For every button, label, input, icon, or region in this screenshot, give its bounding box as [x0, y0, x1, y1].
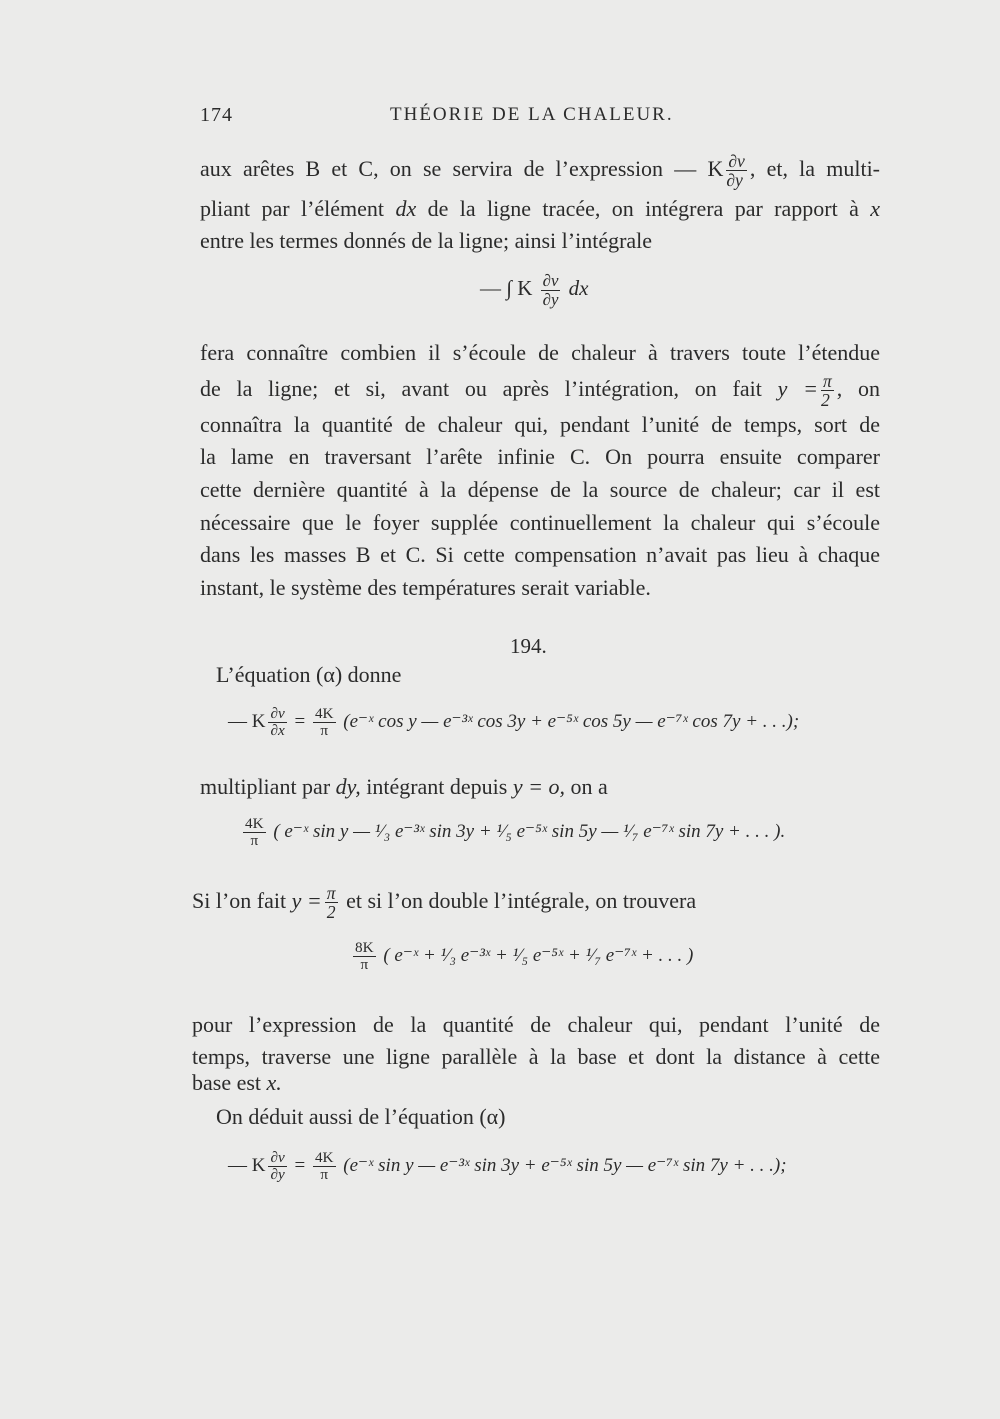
- denominator: ∂y: [542, 289, 559, 309]
- text-span: on a: [570, 774, 608, 799]
- fraction: [353, 940, 376, 973]
- math-span: — K: [228, 1154, 266, 1176]
- equation-4: [228, 1150, 787, 1183]
- text-span: , et, la multi-: [749, 156, 881, 182]
- math-span: ( e⁻ˣ sin y — ¹⁄₃ e⁻³ˣ sin 3y + ¹⁄₅ e⁻⁵ˣ sin 5y — ¹⁄₇ e⁻⁷ˣ sin 7y + . . . ).: [273, 820, 786, 842]
- text-span: pliant par l’élément: [200, 196, 385, 221]
- text-line: On déduit aussi de l’équation (α): [216, 1104, 506, 1129]
- text-line: nécessaire que le foyer supplée continuellement la chaleur qui s’écoule: [200, 510, 880, 535]
- math-span: y = o,: [512, 774, 565, 799]
- fraction: [726, 152, 747, 190]
- denominator: π: [250, 831, 259, 849]
- numerator: 8K: [355, 939, 374, 956]
- equation-integral: [480, 272, 589, 308]
- math-span: x.: [266, 1070, 282, 1095]
- math-span: ( e⁻ˣ + ¹⁄₃ e⁻³ˣ + ¹⁄₅ e⁻⁵ˣ + ¹⁄₇ e⁻⁷ˣ + . . . ): [383, 944, 694, 966]
- math-span: =: [294, 1154, 306, 1176]
- text-span: intégrant depuis: [366, 774, 508, 799]
- text-line: dans les masses B et C. Si cette compensation n’avait pas lieu à chaque: [200, 542, 880, 567]
- text-line: pour l’expression de la quantité de chaleur qui, pendant l’unité de: [192, 1012, 880, 1037]
- equation-3: [350, 940, 693, 973]
- text-line: instant, le système des températures serait variable.: [200, 575, 651, 600]
- text-line: entre les termes donnés de la ligne; ainsi l’intégrale: [200, 228, 653, 253]
- numerator: ∂v: [728, 151, 745, 171]
- denominator: π: [360, 955, 369, 973]
- fraction: [821, 372, 834, 410]
- numerator: π: [822, 371, 832, 391]
- text-line: L’équation (α) donne: [216, 662, 402, 687]
- math-span: =: [294, 710, 306, 732]
- fraction: [243, 816, 266, 849]
- denominator: ∂x: [270, 721, 285, 739]
- text-line: connaîtra la quantité de chaleur qui, pendant l’unité de temps, sort de: [200, 412, 880, 437]
- numerator: 4K: [314, 1149, 334, 1166]
- text-line: fera connaître combien il s’écoule de chaleur à travers toute l’étendue: [200, 340, 880, 365]
- denominator: π: [320, 721, 329, 739]
- text-span: aux arêtes B et C, on se servira de l’expression: [200, 156, 664, 182]
- math-span: — K: [674, 156, 724, 182]
- page-header: [200, 104, 880, 134]
- text-span: de la ligne; et si, avant ou après l’intégration, on fait: [200, 376, 762, 402]
- numerator: ∂v: [270, 1149, 285, 1166]
- text-line: cette dernière quantité à la dépense de la source de chaleur; car il est: [200, 477, 880, 502]
- text-span: Si l’on fait: [192, 888, 287, 914]
- page-number: 174: [200, 104, 233, 126]
- text-line: [192, 1068, 872, 1098]
- math-span: x: [870, 196, 881, 221]
- text-line: [192, 884, 872, 922]
- denominator: 2: [326, 902, 336, 923]
- fraction: [541, 272, 561, 308]
- math-span: y =: [291, 888, 322, 914]
- numerator: ∂v: [270, 705, 285, 722]
- numerator: 4K: [314, 705, 334, 722]
- math-span: y =: [777, 376, 818, 402]
- fraction: [313, 706, 336, 739]
- text-span: multipliant par: [200, 774, 331, 799]
- math-span: — K: [228, 710, 266, 732]
- fraction: [325, 884, 338, 922]
- fraction: [268, 706, 286, 739]
- fraction: [313, 1150, 336, 1183]
- text-line: [200, 194, 880, 224]
- equation-1: [228, 706, 799, 739]
- text-span: , on: [836, 376, 881, 402]
- text-line: la lame en traversant l’arête infinie C. On pourra ensuite comparer: [200, 444, 880, 469]
- math-span: dy,: [335, 774, 361, 799]
- denominator: ∂y: [270, 1165, 285, 1183]
- numerator: ∂v: [542, 271, 559, 290]
- equation-2: [240, 816, 785, 849]
- fraction: [268, 1150, 286, 1183]
- text-line: [200, 152, 880, 190]
- denominator: ∂y: [726, 170, 743, 191]
- numerator: 4K: [245, 815, 264, 832]
- denominator: π: [320, 1165, 329, 1183]
- text-line: [200, 372, 880, 410]
- text-span: base est: [192, 1070, 262, 1095]
- text-span: et si l’on double l’intégrale, on trouvera: [346, 888, 697, 914]
- text-line: [200, 772, 880, 802]
- running-title: THÉORIE DE LA CHALEUR.: [390, 104, 674, 125]
- math-span: (e⁻ˣ sin y — e⁻³ˣ sin 3y + e⁻⁵ˣ sin 5y — e⁻⁷ˣ sin 7y + . . .);: [343, 1154, 787, 1176]
- math-span: — ∫ K: [480, 275, 533, 300]
- math-span: (e⁻ˣ cos y — e⁻³ˣ cos 3y + e⁻⁵ˣ cos 5y — e⁻⁷ˣ cos 7y + . . .);: [343, 710, 800, 732]
- text-line: temps, traverse une ligne parallèle à la base et dont la distance à cette: [192, 1044, 880, 1069]
- numerator: π: [326, 883, 336, 903]
- section-number: 194.: [510, 634, 547, 658]
- text-span: de la ligne tracée, on intégrera par rapport à: [427, 196, 859, 221]
- math-span: dx: [395, 196, 417, 221]
- math-span: dx: [568, 275, 589, 300]
- denominator: 2: [820, 390, 830, 411]
